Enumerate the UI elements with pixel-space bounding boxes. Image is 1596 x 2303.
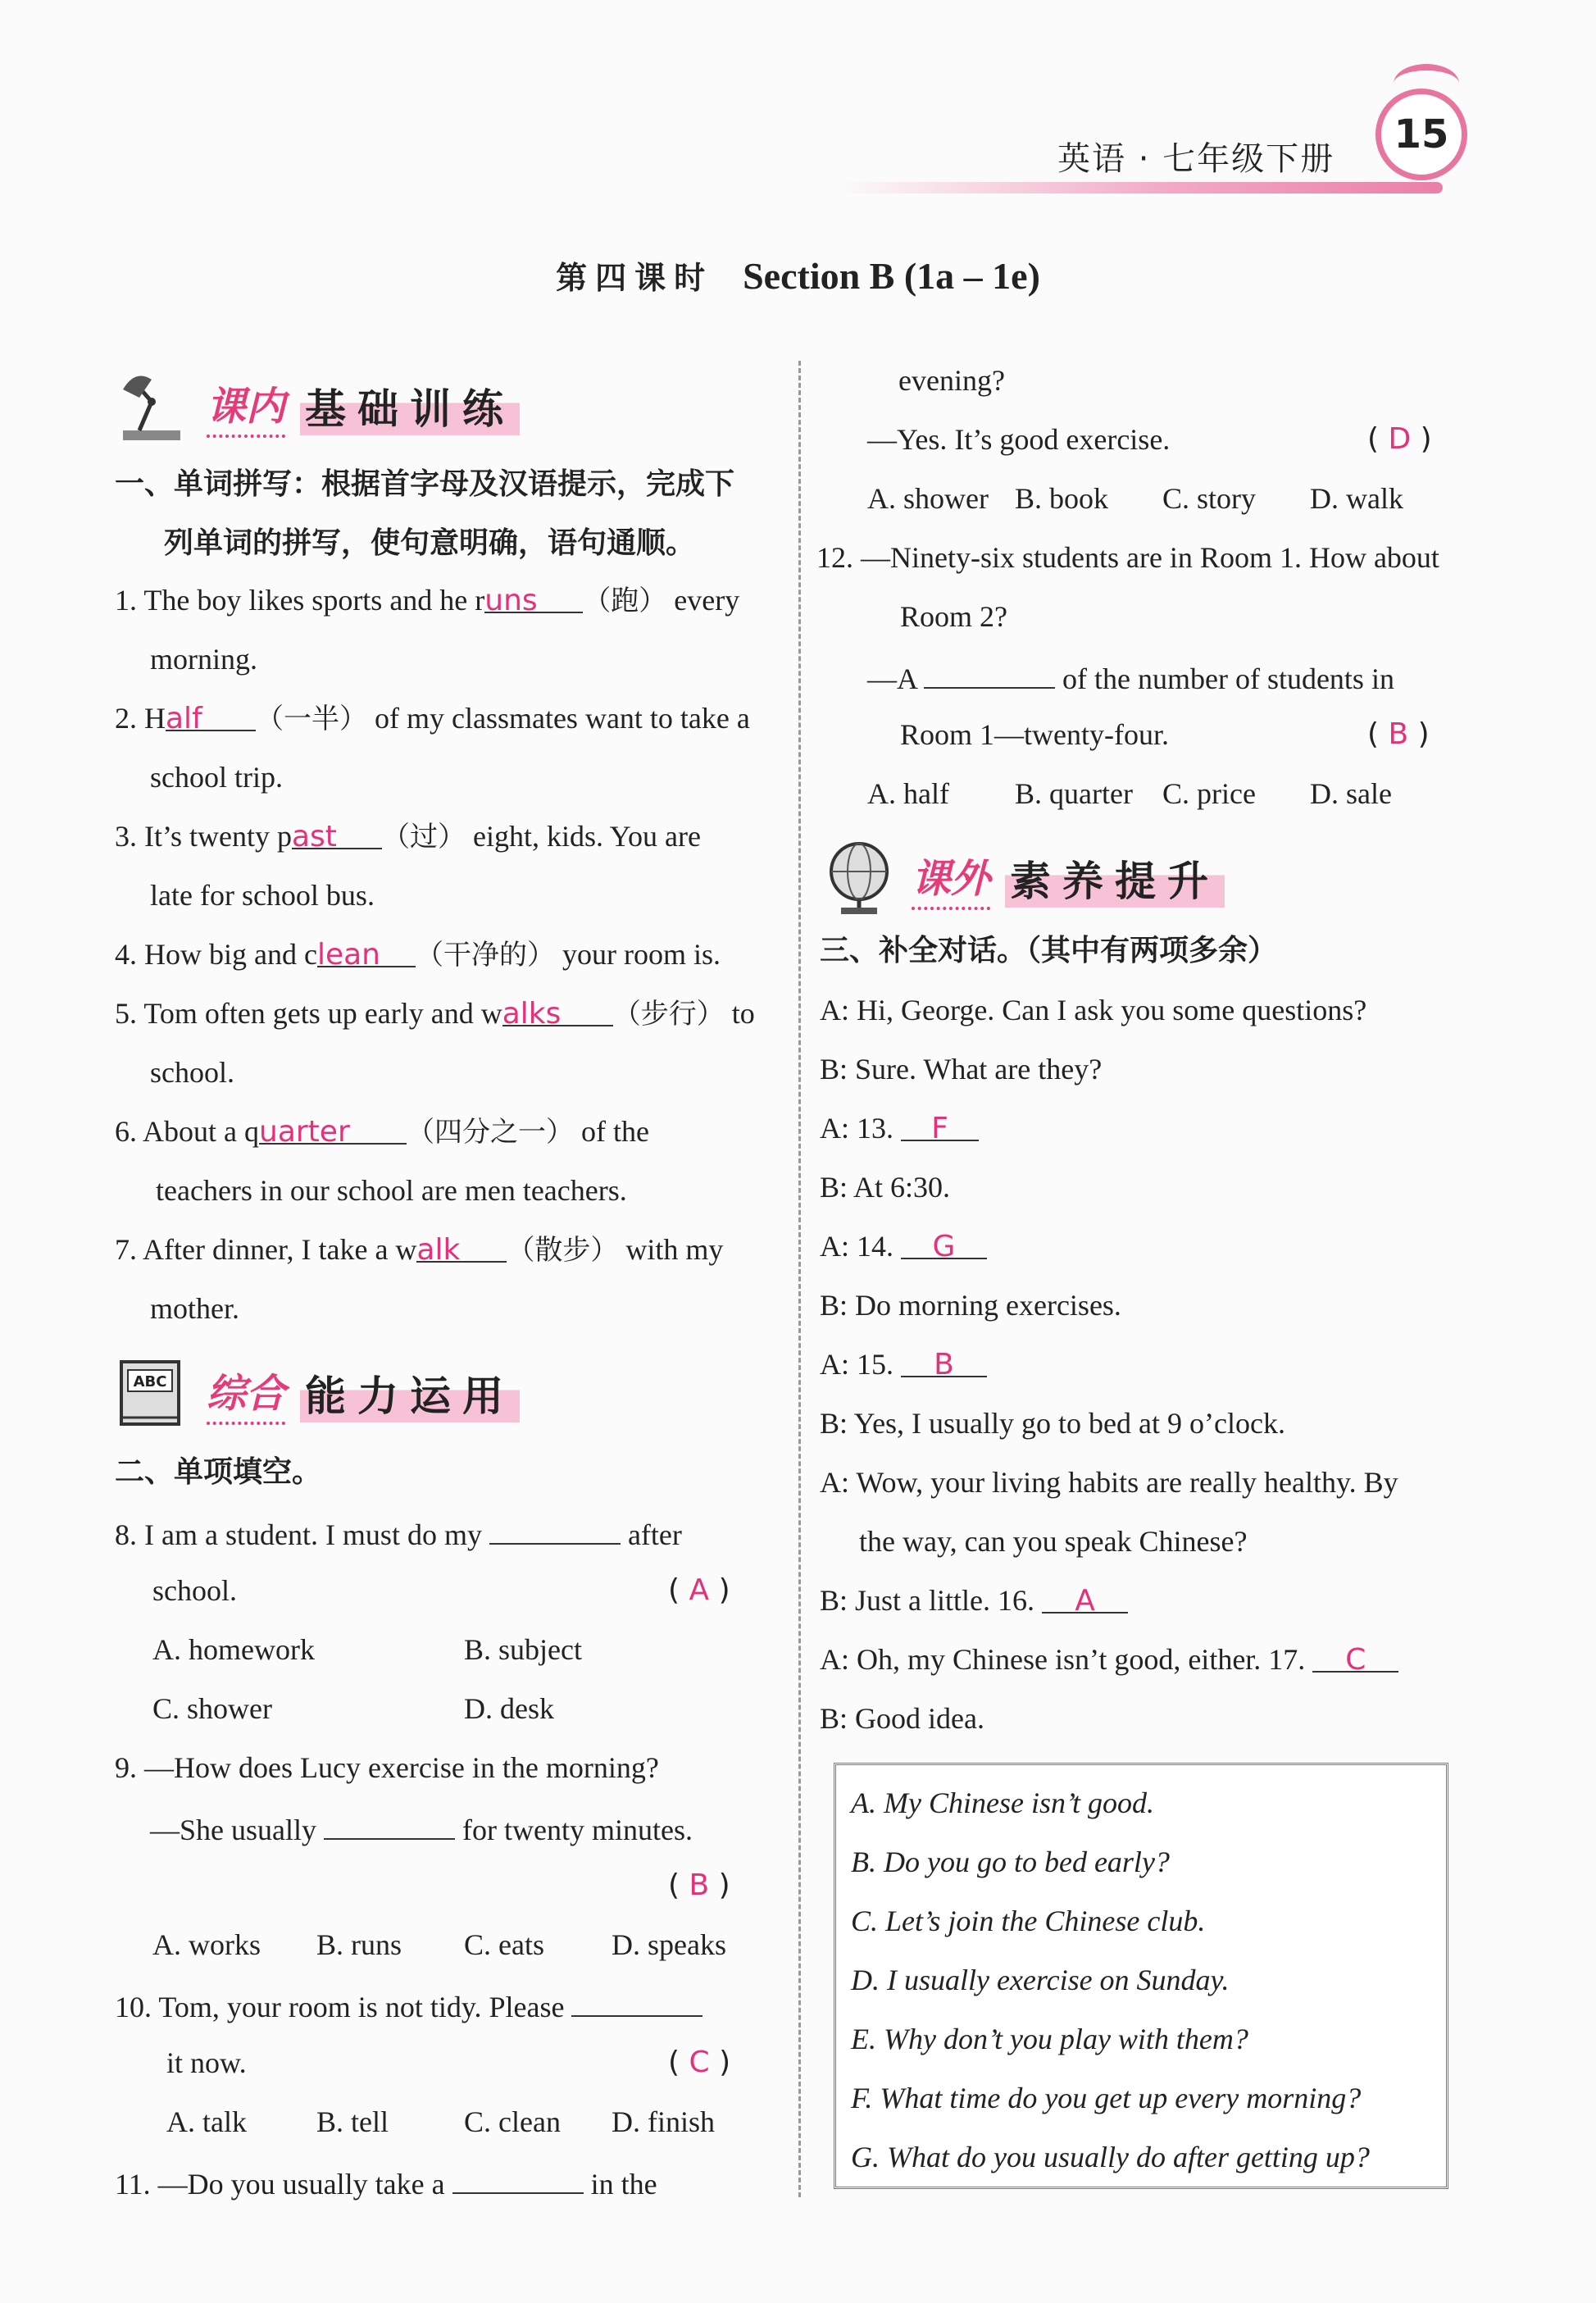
option-b: B. Do you go to bed early? — [851, 1846, 1170, 1878]
part1-heading-line2: 列单词的拼写，使句意明确，语句通顺。 — [164, 526, 696, 560]
banner-ability — [115, 1348, 520, 1438]
q8-option-a: A. homework — [152, 1633, 315, 1666]
dialog-line-5: A: 14. G — [820, 1227, 987, 1266]
q11-line2: evening? — [898, 364, 1005, 397]
q8-option-d: D. desk — [464, 1692, 554, 1725]
q4-line1: 4. How big and clean （干净的） your room is. — [115, 935, 721, 975]
banner-basic-training — [115, 361, 520, 451]
q12-line2: Room 2? — [900, 600, 1007, 633]
dialog-line-2: B: Sure. What are they? — [820, 1053, 1103, 1086]
dialog-line-3: A: 13. F — [820, 1108, 979, 1148]
q10-line2: it now. — [166, 2046, 247, 2079]
dialog-line-7: A: 15. B — [820, 1345, 987, 1384]
option-a: A. My Chinese isn’t good. — [851, 1786, 1154, 1819]
lesson-title — [0, 253, 1596, 298]
q16-answer: A — [1075, 1584, 1095, 1618]
banner-extension — [820, 833, 1225, 923]
q6-line2: teachers in our school are men teachers. — [156, 1174, 627, 1207]
q9-option-d: D. speaks — [612, 1928, 726, 1961]
q17-answer: C — [1345, 1643, 1366, 1677]
q8-option-c: C. shower — [152, 1692, 272, 1725]
abc-book-icon — [115, 1352, 197, 1434]
q1-answer: uns — [484, 584, 538, 617]
q9-option-a: A. works — [152, 1928, 261, 1961]
q6-line1: 6. About a quarter （四分之一） of the — [115, 1112, 649, 1152]
q10-option-b: B. tell — [316, 2105, 389, 2138]
q12-line4: Room 1—twenty-four. — [900, 718, 1169, 751]
q12-option-a: A. half — [867, 777, 949, 810]
desk-lamp-icon — [115, 365, 197, 447]
q9-answer-paren: ( B ) — [668, 1868, 730, 1902]
q3-line2: late for school bus. — [150, 879, 375, 912]
q12-line1: 12. —Ninety-six students are in Room 1. How about — [816, 541, 1439, 574]
dialog-line-11: B: Just a little. 16. A — [820, 1581, 1128, 1620]
q13-answer: F — [931, 1112, 948, 1145]
q4-answer: lean — [316, 938, 380, 972]
svg-text:ABC: ABC — [133, 1373, 167, 1390]
lesson-section: Section B (1a – 1e) — [743, 255, 1040, 297]
q14-answer: G — [932, 1230, 956, 1263]
option-g: G. What do you usually do after getting up? — [851, 2141, 1370, 2173]
header-rule — [836, 182, 1443, 193]
q9-option-c: C. eats — [464, 1928, 544, 1961]
q7-line1: 7. After dinner, I take a walk （散步） with my — [115, 1230, 723, 1270]
q11-line1: 11. —Do you usually take a in the — [115, 2161, 657, 2204]
header-subject: 英语 · 七年级下册 — [1057, 140, 1335, 178]
dialog-line-12: A: Oh, my Chinese isn’t good, either. 17. C — [820, 1640, 1398, 1679]
banner-title: 素养提升 — [1005, 849, 1225, 908]
q10-answer-paren: ( C ) — [668, 2046, 731, 2079]
page-number-badge — [1375, 89, 1467, 180]
q7-line2: mother. — [150, 1292, 239, 1325]
dialog-line-6: B: Do morning exercises. — [820, 1289, 1121, 1322]
q9-line2: —She usually for twenty minutes. — [150, 1807, 693, 1850]
option-e: E. Why don’t you play with them? — [851, 2023, 1248, 2055]
q11-option-c: C. story — [1162, 482, 1257, 515]
q10-option-d: D. finish — [612, 2105, 715, 2138]
q11-option-b: B. book — [1015, 482, 1109, 515]
q11-option-d: D. walk — [1310, 482, 1403, 515]
q1-line2: morning. — [150, 643, 257, 676]
q2-line2: school trip. — [150, 761, 283, 794]
q5-line2: school. — [150, 1056, 234, 1089]
part3-heading: 三、补全对话。（其中有两项多余） — [820, 934, 1278, 967]
dialog-line-13: B: Good idea. — [820, 1702, 984, 1735]
dialog-line-4: B: At 6:30. — [820, 1171, 951, 1204]
q10-option-a: A. talk — [166, 2105, 247, 2138]
q11-line3: —Yes. It’s good exercise. — [867, 423, 1171, 456]
option-f: F. What time do you get up every morning? — [851, 2082, 1362, 2114]
q8-option-b: B. subject — [464, 1633, 582, 1666]
q10-option-c: C. clean — [464, 2105, 561, 2138]
option-c: C. Let’s join the Chinese club. — [851, 1905, 1206, 1937]
banner-title: 能力运用 — [300, 1363, 520, 1422]
dialog-line-9: A: Wow, your living habits are really healthy. By — [820, 1466, 1398, 1499]
banner-tag: 课内 — [207, 375, 285, 438]
lesson-title-cn: 第四课时 — [556, 260, 714, 296]
banner-title: 基础训练 — [300, 376, 520, 435]
q12-option-c: C. price — [1162, 777, 1256, 810]
q10-line1: 10. Tom, your room is not tidy. Please — [115, 1984, 703, 2027]
q11-answer-paren: ( D ) — [1367, 422, 1432, 456]
q9-option-b: B. runs — [316, 1928, 402, 1961]
q9-line1: 9. —How does Lucy exercise in the morning? — [115, 1751, 659, 1784]
q1-line1: 1. The boy likes sports and he runs （跑） every — [115, 580, 739, 621]
q8-answer-paren: ( A ) — [668, 1573, 730, 1607]
q2-answer: alf — [166, 702, 202, 735]
banner-tag: 课外 — [912, 847, 990, 910]
dialog-line-8: B: Yes, I usually go to bed at 9 o’clock. — [820, 1407, 1285, 1440]
q3-answer: ast — [291, 820, 337, 853]
q12-answer-paren: ( B ) — [1367, 717, 1430, 751]
q8-line1: 8. I am a student. I must do my after — [115, 1512, 771, 1554]
q8-line2: school. — [152, 1574, 237, 1607]
part1-heading-line1: 一、单词拼写：根据首字母及汉语提示，完成下 — [115, 467, 735, 501]
option-d: D. I usually exercise on Sunday. — [851, 1964, 1230, 1996]
dialog-line-10: the way, can you speak Chinese? — [859, 1525, 1248, 1558]
q15-answer: B — [934, 1348, 954, 1381]
q12-option-b: B. quarter — [1015, 777, 1133, 810]
q12-option-d: D. sale — [1310, 777, 1392, 810]
q2-line1: 2. Half （一半） of my classmates want to take a — [115, 699, 750, 739]
globe-icon — [820, 837, 902, 919]
q11-option-a: A. shower — [867, 482, 989, 515]
part2-heading: 二、单项填空。 — [115, 1455, 322, 1489]
q5-line1: 5. Tom often gets up early and walks （步行） to — [115, 994, 755, 1034]
q5-answer: alks — [502, 997, 562, 1031]
banner-tag: 综合 — [207, 1362, 285, 1425]
page-number: 15 — [1394, 112, 1449, 157]
q3-line1: 3. It’s twenty past （过） eight, kids. You are — [115, 817, 701, 857]
dialog-line-1: A: Hi, George. Can I ask you some questions? — [820, 994, 1367, 1026]
q6-answer: uarter — [259, 1115, 350, 1149]
q12-line3: —A of the number of students in — [867, 656, 1394, 699]
q7-answer: alk — [416, 1233, 461, 1267]
column-divider — [798, 361, 801, 2197]
